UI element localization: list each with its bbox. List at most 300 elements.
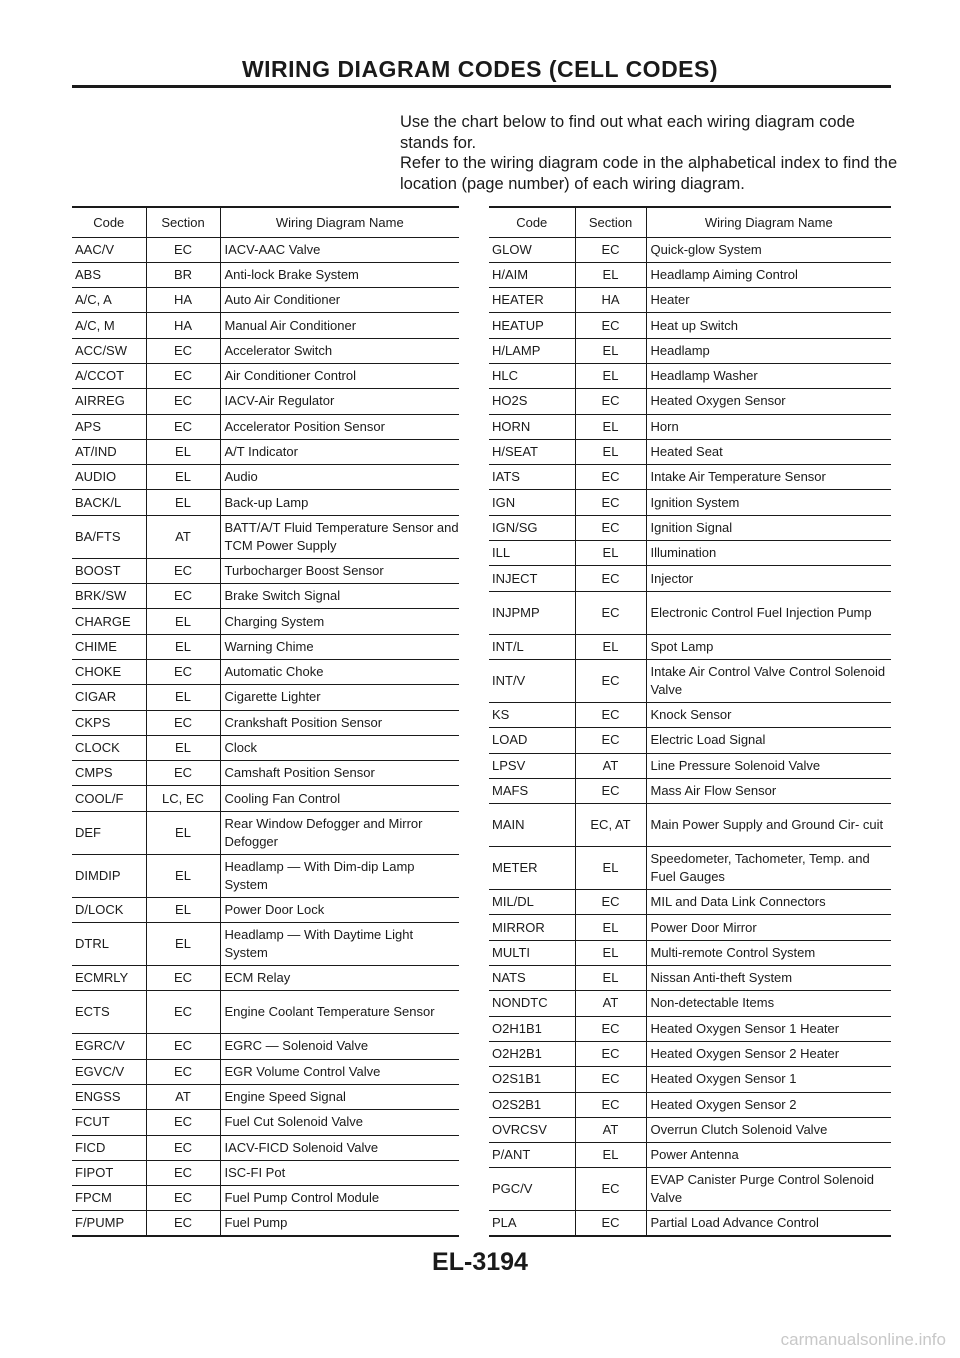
row-name: Brake Switch Signal [220,584,459,609]
row-code: PGC/V [489,1168,575,1211]
table-row [489,1067,891,1092]
row-section: EL [575,338,646,363]
table-row [489,313,891,338]
table-row [72,262,459,287]
row-name: Horn [646,414,891,439]
row-name: ECM Relay [220,966,459,991]
row-code: NONDTC [489,991,575,1016]
row-section: EL [146,897,220,922]
row-name: Power Door Lock [220,897,459,922]
row-section: EL [575,940,646,965]
row-code: EGRC/V [72,1034,146,1059]
row-code: FIPOT [72,1160,146,1185]
table-row [72,1211,459,1236]
column-header-code: Code [489,207,575,237]
row-code: H/AIM [489,262,575,287]
row-section: EL [575,966,646,991]
table-row [72,439,459,464]
table-row [72,515,459,558]
row-code: CKPS [72,710,146,735]
row-section: EL [146,923,220,966]
row-name: Fuel Cut Solenoid Valve [220,1110,459,1135]
row-section: EL [146,811,220,854]
row-code: AAC/V [72,237,146,262]
row-section: EL [146,735,220,760]
row-name: Knock Sensor [646,702,891,727]
row-code: KS [489,702,575,727]
table-row [72,1135,459,1160]
table-row [72,363,459,388]
table-row [72,609,459,634]
row-name: Crankshaft Position Sensor [220,710,459,735]
row-code: AUDIO [72,465,146,490]
row-name: Audio [220,465,459,490]
row-code: HEATUP [489,313,575,338]
table-row [489,940,891,965]
row-section: EC [146,1135,220,1160]
row-code: MAFS [489,778,575,803]
table-row [72,237,459,262]
row-code: EGVC/V [72,1059,146,1084]
table-row [72,389,459,414]
row-code: DEF [72,811,146,854]
row-section: EC [146,710,220,735]
table-row [489,288,891,313]
row-code: HLC [489,363,575,388]
intro-line-2: Refer to the wiring diagram code in the alphabetical index to find the location (page number) of each wiring diagram. [400,154,898,193]
row-name: Heated Oxygen Sensor 1 [646,1067,891,1092]
row-section: EC [575,591,646,634]
table-row [489,804,891,847]
row-name: Electronic Control Fuel Injection Pump [646,591,891,634]
table-row [72,811,459,854]
row-section: AT [575,991,646,1016]
table-row [489,1168,891,1211]
row-section: EC [575,890,646,915]
row-code: ILL [489,541,575,566]
column-header-name: Wiring Diagram Name [646,207,891,237]
table-row [489,753,891,778]
row-name: Engine Speed Signal [220,1084,459,1109]
row-name: Quick-glow System [646,237,891,262]
table-row [72,1110,459,1135]
row-section: EC [575,778,646,803]
column-header-name: Wiring Diagram Name [220,207,459,237]
row-name: EGR Volume Control Valve [220,1059,459,1084]
row-name: Back-up Lamp [220,490,459,515]
row-name: EGRC — Solenoid Valve [220,1034,459,1059]
table-row [489,1143,891,1168]
row-name: Main Power Supply and Ground Cir- cuit [646,804,891,847]
row-code: PLA [489,1211,575,1236]
row-section: EC [146,1110,220,1135]
row-code: INT/V [489,659,575,702]
table-row [489,634,891,659]
row-code: COOL/F [72,786,146,811]
row-section: EL [146,609,220,634]
row-section: AT [575,753,646,778]
row-code: MULTI [489,940,575,965]
row-section: EC [146,558,220,583]
row-code: BRK/SW [72,584,146,609]
row-name: Headlamp — With Daytime Light System [220,923,459,966]
row-section: EL [146,465,220,490]
row-section: EL [575,262,646,287]
row-section: LC, EC [146,786,220,811]
row-section: AT [146,515,220,558]
title-divider [72,85,891,88]
table-row [72,923,459,966]
row-name: Line Pressure Solenoid Valve [646,753,891,778]
intro-text [400,112,900,194]
row-section: EC [146,1211,220,1236]
watermark: carmanualsonline.info [780,1330,946,1349]
row-code: P/ANT [489,1143,575,1168]
table-row [72,1160,459,1185]
row-section: AT [146,1084,220,1109]
table-row [489,490,891,515]
row-code: BOOST [72,558,146,583]
row-section: EC [146,1034,220,1059]
row-section: EL [575,1143,646,1168]
row-code: O2H1B1 [489,1016,575,1041]
row-name: Headlamp [646,338,891,363]
table-row [72,338,459,363]
row-section: HA [146,288,220,313]
table-row [72,897,459,922]
row-section: EC [146,584,220,609]
row-code: A/C, A [72,288,146,313]
row-code: D/LOCK [72,897,146,922]
row-section: EC [575,1041,646,1066]
row-code: IATS [489,465,575,490]
table-row [72,685,459,710]
table-row [489,1041,891,1066]
row-name: Heat up Switch [646,313,891,338]
row-section: EL [575,363,646,388]
row-code: ECMRLY [72,966,146,991]
row-name: Fuel Pump [220,1211,459,1236]
row-section: EC [146,363,220,388]
row-code: O2S2B1 [489,1092,575,1117]
row-name: IACV-Air Regulator [220,389,459,414]
row-name: MIL and Data Link Connectors [646,890,891,915]
table-row [489,1016,891,1041]
row-code: ACC/SW [72,338,146,363]
row-section: EC [146,761,220,786]
row-code: HEATER [489,288,575,313]
table-row [489,262,891,287]
column-header-section: Section [146,207,220,237]
table-row [72,1059,459,1084]
row-code: NATS [489,966,575,991]
row-section: EL [575,915,646,940]
row-section: EC [575,566,646,591]
row-name: Clock [220,735,459,760]
row-name: Rear Window Defogger and Mirror Defogger [220,811,459,854]
row-name: Intake Air Temperature Sensor [646,465,891,490]
row-code: FICD [72,1135,146,1160]
row-section: EC [575,702,646,727]
table-row [72,1186,459,1211]
row-section: EC [575,659,646,702]
table-row [489,237,891,262]
table-row [72,991,459,1034]
table-row [72,584,459,609]
table-row [489,778,891,803]
table-row [72,710,459,735]
row-code: CHOKE [72,659,146,684]
table-row [72,854,459,897]
row-code: GLOW [489,237,575,262]
table-row [489,465,891,490]
row-name: IACV-FICD Solenoid Valve [220,1135,459,1160]
table-header-row [489,207,891,237]
table-row [72,414,459,439]
row-section: EC [146,338,220,363]
row-name: Fuel Pump Control Module [220,1186,459,1211]
row-code: CIGAR [72,685,146,710]
table-row [489,659,891,702]
table-row [72,786,459,811]
row-code: APS [72,414,146,439]
table-row [489,915,891,940]
row-section: EC [146,414,220,439]
row-code: DTRL [72,923,146,966]
table-row [72,966,459,991]
row-code: ABS [72,262,146,287]
row-name: ISC-FI Pot [220,1160,459,1185]
row-section: EC [146,991,220,1034]
row-section: EC [146,1059,220,1084]
row-code: AT/IND [72,439,146,464]
row-section: EC [575,1067,646,1092]
row-name: Camshaft Position Sensor [220,761,459,786]
row-code: FPCM [72,1186,146,1211]
row-code: BACK/L [72,490,146,515]
row-code: HO2S [489,389,575,414]
row-code: MAIN [489,804,575,847]
row-section: EC [575,515,646,540]
table-row [489,515,891,540]
row-name: Accelerator Position Sensor [220,414,459,439]
row-code: METER [489,847,575,890]
row-name: Heater [646,288,891,313]
row-section: HA [146,313,220,338]
table-row [489,439,891,464]
table-row [489,1092,891,1117]
row-name: Auto Air Conditioner [220,288,459,313]
row-code: MIRROR [489,915,575,940]
row-section: EL [575,541,646,566]
row-section: BR [146,262,220,287]
row-code: F/PUMP [72,1211,146,1236]
row-section: EC [146,237,220,262]
row-section: EC [575,389,646,414]
table-row [72,1034,459,1059]
row-section: EL [146,685,220,710]
row-section: EC [575,1211,646,1236]
row-name: Turbocharger Boost Sensor [220,558,459,583]
row-code: A/CCOT [72,363,146,388]
row-name: Illumination [646,541,891,566]
row-name: Ignition Signal [646,515,891,540]
row-name: Injector [646,566,891,591]
codes-table-right [489,206,891,1237]
row-section: EC, AT [575,804,646,847]
row-name: Ignition System [646,490,891,515]
row-code: O2H2B1 [489,1041,575,1066]
row-section: EC [575,237,646,262]
row-code: AIRREG [72,389,146,414]
row-name: Spot Lamp [646,634,891,659]
row-code: H/SEAT [489,439,575,464]
row-name: Power Door Mirror [646,915,891,940]
row-section: EL [146,490,220,515]
table-row [489,847,891,890]
table-row [489,728,891,753]
row-name: Cigarette Lighter [220,685,459,710]
table-row [72,735,459,760]
row-name: Multi-remote Control System [646,940,891,965]
table-header-row [72,207,459,237]
row-code: ENGSS [72,1084,146,1109]
row-name: Overrun Clutch Solenoid Valve [646,1117,891,1142]
row-name: Anti-lock Brake System [220,262,459,287]
row-name: Speedometer, Tachometer, Temp. and Fuel Gauges [646,847,891,890]
table-row [489,591,891,634]
page-title: WIRING DIAGRAM CODES (CELL CODES) [241,56,719,82]
row-code: IGN [489,490,575,515]
row-section: EL [146,854,220,897]
page-number: EL-3194 [432,1248,528,1276]
row-code: CHARGE [72,609,146,634]
row-code: INJPMP [489,591,575,634]
row-name: Intake Air Control Valve Control Solenoid Valve [646,659,891,702]
table-row [72,490,459,515]
table-row [489,338,891,363]
codes-table-left [72,206,459,1237]
row-section: EC [575,490,646,515]
row-name: Heated Oxygen Sensor 2 Heater [646,1041,891,1066]
table-row [72,465,459,490]
table-row [489,1117,891,1142]
row-name: Headlamp Aiming Control [646,262,891,287]
row-name: IACV-AAC Valve [220,237,459,262]
row-name: Cooling Fan Control [220,786,459,811]
table-row [489,389,891,414]
row-name: Warning Chime [220,634,459,659]
row-name: Partial Load Advance Control [646,1211,891,1236]
row-name: Heated Oxygen Sensor 1 Heater [646,1016,891,1041]
table-row [489,414,891,439]
row-section: EC [146,966,220,991]
table-row [72,288,459,313]
table-row [489,566,891,591]
table-row [72,313,459,338]
row-section: EC [146,659,220,684]
row-code: CHIME [72,634,146,659]
row-name: Manual Air Conditioner [220,313,459,338]
row-name: EVAP Canister Purge Control Solenoid Valve [646,1168,891,1211]
row-code: ECTS [72,991,146,1034]
row-section: EC [575,1016,646,1041]
table-row [72,634,459,659]
row-code: OVRCSV [489,1117,575,1142]
row-name: Heated Oxygen Sensor [646,389,891,414]
row-section: EC [146,389,220,414]
row-section: EC [146,1186,220,1211]
row-name: Heated Oxygen Sensor 2 [646,1092,891,1117]
row-name: Accelerator Switch [220,338,459,363]
column-header-section: Section [575,207,646,237]
table-row [72,659,459,684]
table-row [489,991,891,1016]
row-code: MIL/DL [489,890,575,915]
row-section: EL [575,634,646,659]
row-name: Electric Load Signal [646,728,891,753]
column-header-code: Code [72,207,146,237]
row-section: EL [575,847,646,890]
row-name: Engine Coolant Temperature Sensor [220,991,459,1034]
row-code: HORN [489,414,575,439]
row-code: LOAD [489,728,575,753]
table-row [489,966,891,991]
row-section: EC [575,1168,646,1211]
row-code: BA/FTS [72,515,146,558]
table-row [489,702,891,727]
table-row [72,558,459,583]
row-code: INT/L [489,634,575,659]
row-name: A/T Indicator [220,439,459,464]
row-code: CLOCK [72,735,146,760]
table-row [489,1211,891,1236]
row-name: Power Antenna [646,1143,891,1168]
table-row [489,541,891,566]
row-section: HA [575,288,646,313]
intro-line-1: Use the chart below to find out what each wiring diagram code stands for. [400,113,855,152]
row-section: EL [575,414,646,439]
row-name: BATT/A/T Fluid Temperature Sensor and TCM Power Supply [220,515,459,558]
row-section: AT [575,1117,646,1142]
row-code: CMPS [72,761,146,786]
row-code: LPSV [489,753,575,778]
row-name: Headlamp Washer [646,363,891,388]
row-section: EC [575,465,646,490]
row-name: Headlamp — With Dim-dip Lamp System [220,854,459,897]
row-section: EL [146,439,220,464]
table-row [489,363,891,388]
row-name: Mass Air Flow Sensor [646,778,891,803]
row-code: O2S1B1 [489,1067,575,1092]
table-row [72,761,459,786]
row-section: EL [146,634,220,659]
row-code: FCUT [72,1110,146,1135]
row-section: EC [575,1092,646,1117]
row-code: H/LAMP [489,338,575,363]
row-name: Charging System [220,609,459,634]
row-code: INJECT [489,566,575,591]
row-section: EC [575,313,646,338]
table-row [489,890,891,915]
row-section: EC [575,728,646,753]
row-name: Heated Seat [646,439,891,464]
table-row [72,1084,459,1109]
row-code: IGN/SG [489,515,575,540]
row-code: DIMDIP [72,854,146,897]
row-name: Nissan Anti-theft System [646,966,891,991]
row-code: A/C, M [72,313,146,338]
